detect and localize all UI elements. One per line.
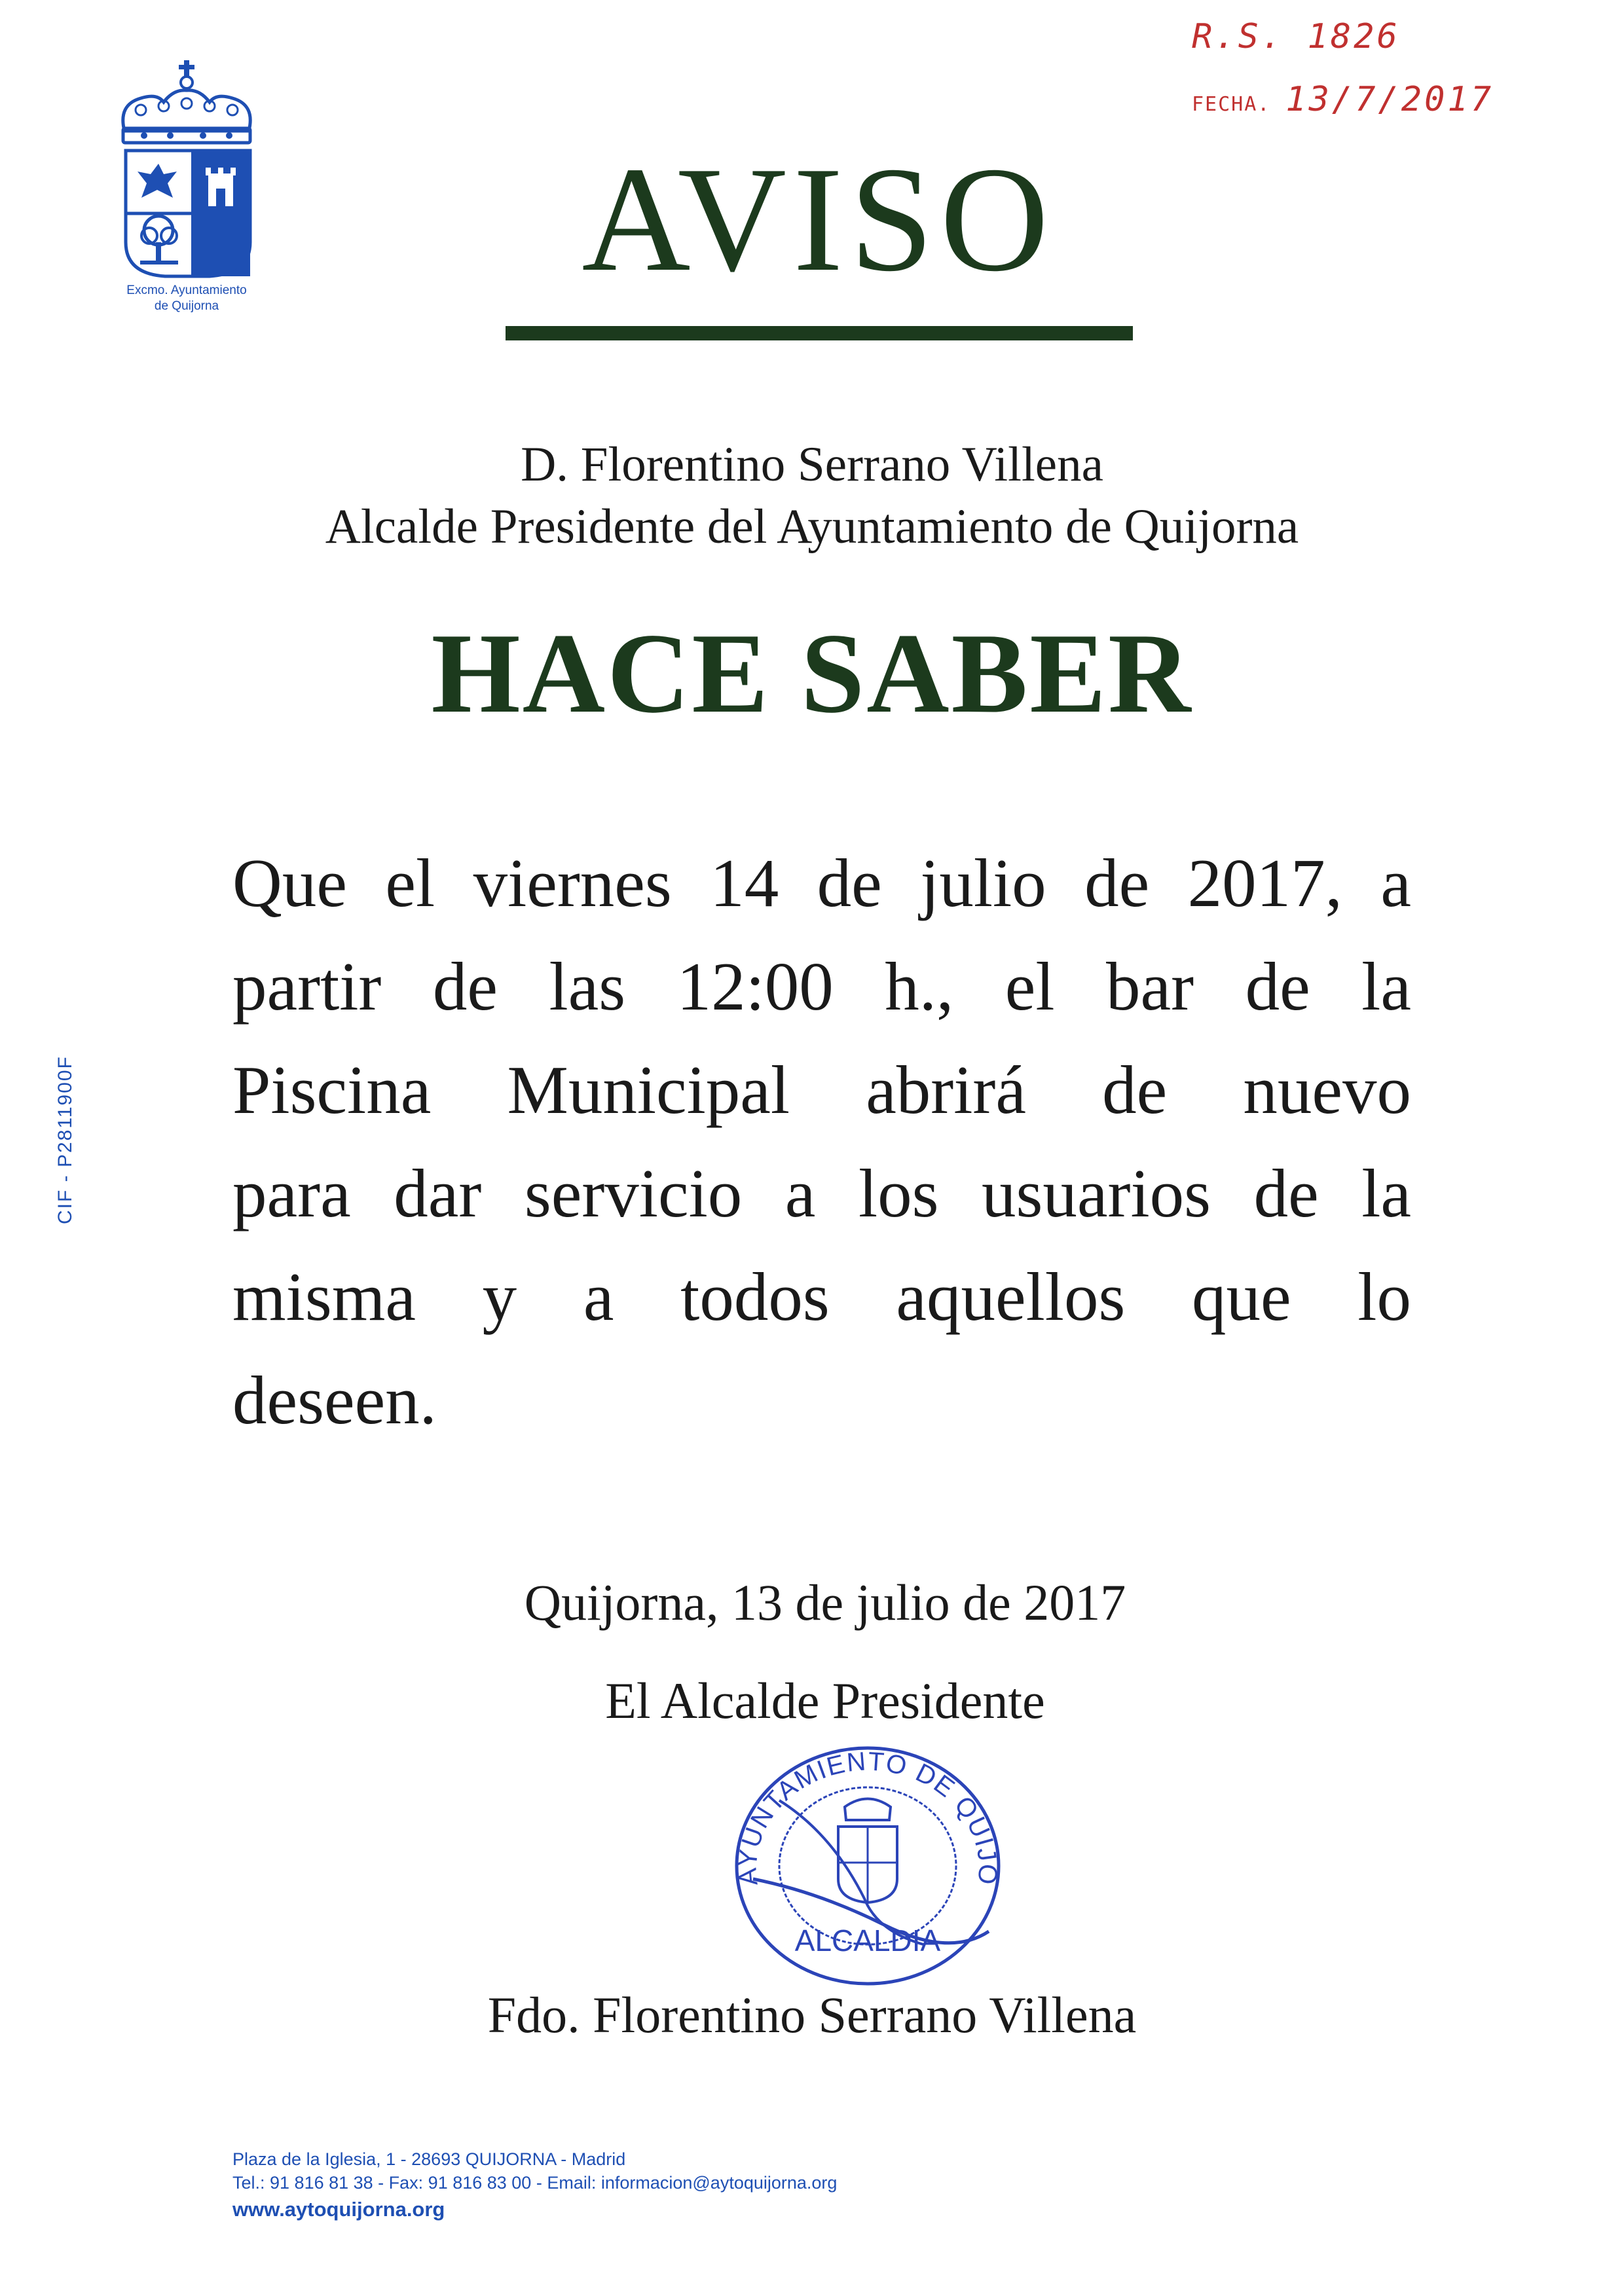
- body-word: partir: [232, 948, 382, 1025]
- body-word: a: [1380, 845, 1411, 921]
- coat-of-arms-icon: [111, 59, 262, 282]
- body-word: de: [1102, 1051, 1168, 1128]
- body-word: a: [784, 1155, 816, 1231]
- body-word: usuarios: [982, 1155, 1211, 1231]
- body-word: que: [1192, 1258, 1291, 1335]
- body-word: aquellos: [896, 1258, 1126, 1335]
- official-seal: [714, 1728, 1022, 1990]
- body-word: julio: [920, 845, 1046, 921]
- logo-caption: [98, 283, 275, 314]
- body-line: [232, 1245, 1411, 1349]
- body-word: abrirá: [866, 1051, 1026, 1128]
- body-word: la: [1361, 1155, 1411, 1231]
- body-word: Piscina: [232, 1051, 432, 1128]
- body-word: 2017,: [1187, 845, 1342, 921]
- issuer-name: D. Florentino Serrano Villena: [521, 437, 1103, 492]
- body-word: los: [858, 1155, 939, 1231]
- body-word: viernes: [473, 845, 672, 921]
- page-title: AVISO: [581, 136, 1056, 302]
- body-word: nuevo: [1243, 1051, 1411, 1128]
- cif-text: CIF - P2811900F: [54, 1055, 76, 1224]
- registry-date-label: FECHA.: [1192, 93, 1271, 116]
- signer-role: El Alcalde Presidente: [605, 1672, 1045, 1729]
- logo-caption-line: Excmo. Ayuntamiento: [126, 283, 247, 297]
- logo-caption-line: de Quijorna: [154, 299, 219, 313]
- cif-label: [52, 1055, 79, 1224]
- footer: [232, 2147, 1280, 2225]
- footer-address: Plaza de la Iglesia, 1 - 28693 QUIJORNA - Madrid: [232, 2149, 626, 2169]
- body-line: [232, 935, 1411, 1038]
- body-word: las: [549, 948, 626, 1025]
- body-word: Municipal: [507, 1051, 790, 1128]
- body-word: la: [1361, 948, 1411, 1025]
- title-underline: [506, 326, 1133, 340]
- body-word: de: [817, 845, 882, 921]
- body-word: el: [1005, 948, 1055, 1025]
- body-word: bar: [1106, 948, 1194, 1025]
- footer-website-link[interactable]: www.aytoquijorna.org: [232, 2198, 445, 2221]
- body-word: de: [1084, 845, 1150, 921]
- body-word: 14: [710, 845, 779, 921]
- body-word: h.,: [885, 948, 954, 1025]
- seal-ring-text: AYUNTAMIENTO DE QUIJO: [733, 1747, 1003, 1887]
- body-word: el: [385, 845, 435, 921]
- body-word: a: [583, 1258, 614, 1335]
- body-line: [232, 1038, 1411, 1142]
- notice-body: [232, 831, 1411, 1452]
- body-word: lo: [1357, 1258, 1411, 1335]
- body-word: 12:00: [676, 948, 834, 1025]
- body-word: de: [1245, 948, 1310, 1025]
- body-word: y: [482, 1258, 517, 1335]
- registry-number: R.S. 1826: [1192, 17, 1400, 56]
- seal-center-text: ALCALDIA: [794, 1923, 941, 1958]
- body-word: deseen.: [232, 1362, 437, 1438]
- body-word: Que: [232, 845, 347, 921]
- body-word: misma: [232, 1258, 416, 1335]
- issuer-role: Alcalde Presidente del Ayuntamiento de Quijorna: [325, 500, 1299, 554]
- body-word: servicio: [524, 1155, 743, 1231]
- body-line: [232, 831, 1411, 935]
- registry-date-value: 13/7/2017: [1285, 80, 1494, 119]
- place-date: Quijorna, 13 de julio de 2017: [524, 1574, 1126, 1631]
- body-word: para: [232, 1155, 351, 1231]
- body-line: [232, 1349, 1411, 1452]
- headline: HACE SABER: [431, 610, 1193, 737]
- body-word: todos: [680, 1258, 830, 1335]
- footer-contact: Tel.: 91 816 81 38 - Fax: 91 816 83 00 - Email: informacion@aytoquijorna.org: [232, 2173, 838, 2193]
- signature-line: Fdo. Florentino Serrano Villena: [487, 1986, 1137, 2043]
- body-word: dar: [394, 1155, 482, 1231]
- body-line: [232, 1142, 1411, 1245]
- body-word: de: [1253, 1155, 1319, 1231]
- body-word: de: [432, 948, 498, 1025]
